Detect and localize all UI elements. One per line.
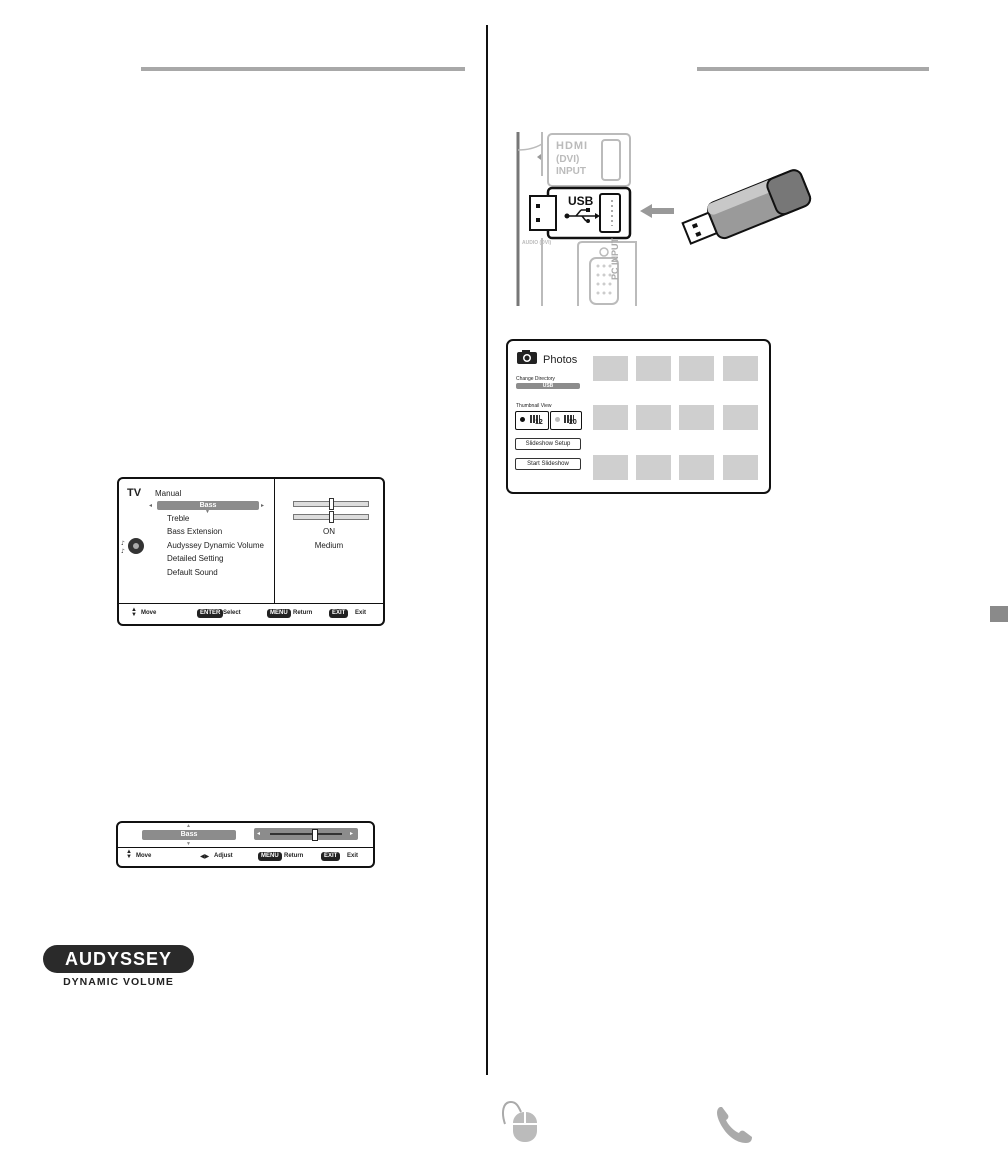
audio-dvi-label: AUDIO (DVI) [522,240,552,246]
photos-screen [506,339,771,494]
bar-footer-exit-label: Exit [347,853,359,859]
bass-label: Bass [142,830,236,840]
menu-key: MENU [267,609,291,618]
phone-icon [714,1103,756,1150]
input-label: INPUT [556,166,586,177]
usb-connector-illustration [512,130,822,308]
bass-extension-value: ON [323,527,335,536]
photo-thumbnail[interactable] [679,455,714,480]
move-icon: ▲ ▼ [126,849,132,860]
photo-thumbnail[interactable] [593,455,628,480]
mouse-icon [497,1098,543,1149]
photo-thumbnail[interactable] [679,405,714,430]
tv-sound-menu [117,477,385,626]
usb-port-label: USB [568,194,594,208]
bar-footer-return-label: Return [284,853,304,859]
menu-item-bass[interactable]: Bass [157,501,259,510]
start-slideshow-button[interactable]: Start Slideshow [515,458,581,470]
photo-thumbnail[interactable] [636,455,671,480]
menu-title: Manual [155,489,182,498]
usb-directory-button[interactable]: USB [516,383,580,389]
photo-thumbnail[interactable] [593,405,628,430]
photo-thumbnail[interactable] [636,405,671,430]
menu-footer-line [119,603,383,604]
enter-key: ENTER [197,609,223,618]
audyssey-logo: AUDYSSEY [43,945,194,973]
move-icon: ▲ ▼ [131,607,137,618]
photo-thumbnail[interactable] [593,356,628,381]
bar-footer-adjust-label: Adjust [214,853,233,859]
tv-logo: TV [127,487,142,499]
treble-slider[interactable] [293,514,369,520]
menu-key: MENU [258,852,282,861]
footer-select-label: Select [223,610,241,616]
menu-item-audyssey[interactable]: Audyssey Dynamic Volume [167,541,264,550]
photo-thumbnail[interactable] [723,405,758,430]
bass-adjust-bar [116,821,375,868]
change-directory-label: Change Directory [516,376,555,382]
photo-thumbnail[interactable] [679,356,714,381]
menu-item-bass-extension[interactable]: Bass Extension [167,527,223,536]
menu-item-detailed-setting[interactable]: Detailed Setting [167,554,224,563]
column-divider [486,25,488,1075]
down-arrow-icon: ▼ [186,841,191,847]
audyssey-logo-subtitle: DYNAMIC VOLUME [63,976,174,988]
photo-thumbnail[interactable] [723,356,758,381]
svg-text:♪: ♪ [121,540,125,547]
dvi-label: (DVI) [556,154,580,165]
down-arrow-icon: ▼ [205,509,210,515]
right-header-rule [697,67,929,71]
exit-key: EXIT [329,609,348,618]
footer-return-label: Return [293,610,313,616]
section-tab [990,606,1008,622]
bass-level-slider[interactable]: ◂ ▸ [254,828,358,840]
photo-thumbnail[interactable] [636,356,671,381]
bass-left-arrow: ◂ [149,503,153,509]
thumbnail-12-option[interactable]: 12 [515,411,549,430]
bar-footer-line [118,847,373,848]
bass-slider[interactable] [293,501,369,507]
camera-icon [516,349,538,370]
left-header-rule [141,67,465,71]
sound-icon [121,536,145,556]
menu-item-treble[interactable]: Treble [167,514,190,523]
footer-move-label: Move [141,610,157,616]
hdmi-label: HDMI [556,140,589,152]
up-arrow-icon: ▲ [186,823,191,829]
bar-footer-move-label: Move [136,853,152,859]
thumbnail-20-option[interactable]: 20 [550,411,582,430]
photo-thumbnail[interactable] [723,455,758,480]
menu-item-default-sound[interactable]: Default Sound [167,568,218,577]
svg-text:♪: ♪ [121,548,125,555]
exit-key: EXIT [321,852,340,861]
thumbnail-view-label: Thumbnail View [516,403,552,409]
footer-exit-label: Exit [355,610,367,616]
photos-title: Photos [543,354,578,366]
bass-right-arrow: ▸ [261,503,265,509]
audyssey-value: Medium [314,541,344,550]
slideshow-setup-button[interactable]: Slideshow Setup [515,438,581,450]
pc-input-label: PC INPUT [610,237,620,280]
left-right-arrows-icon: ◀▶ [200,854,210,860]
